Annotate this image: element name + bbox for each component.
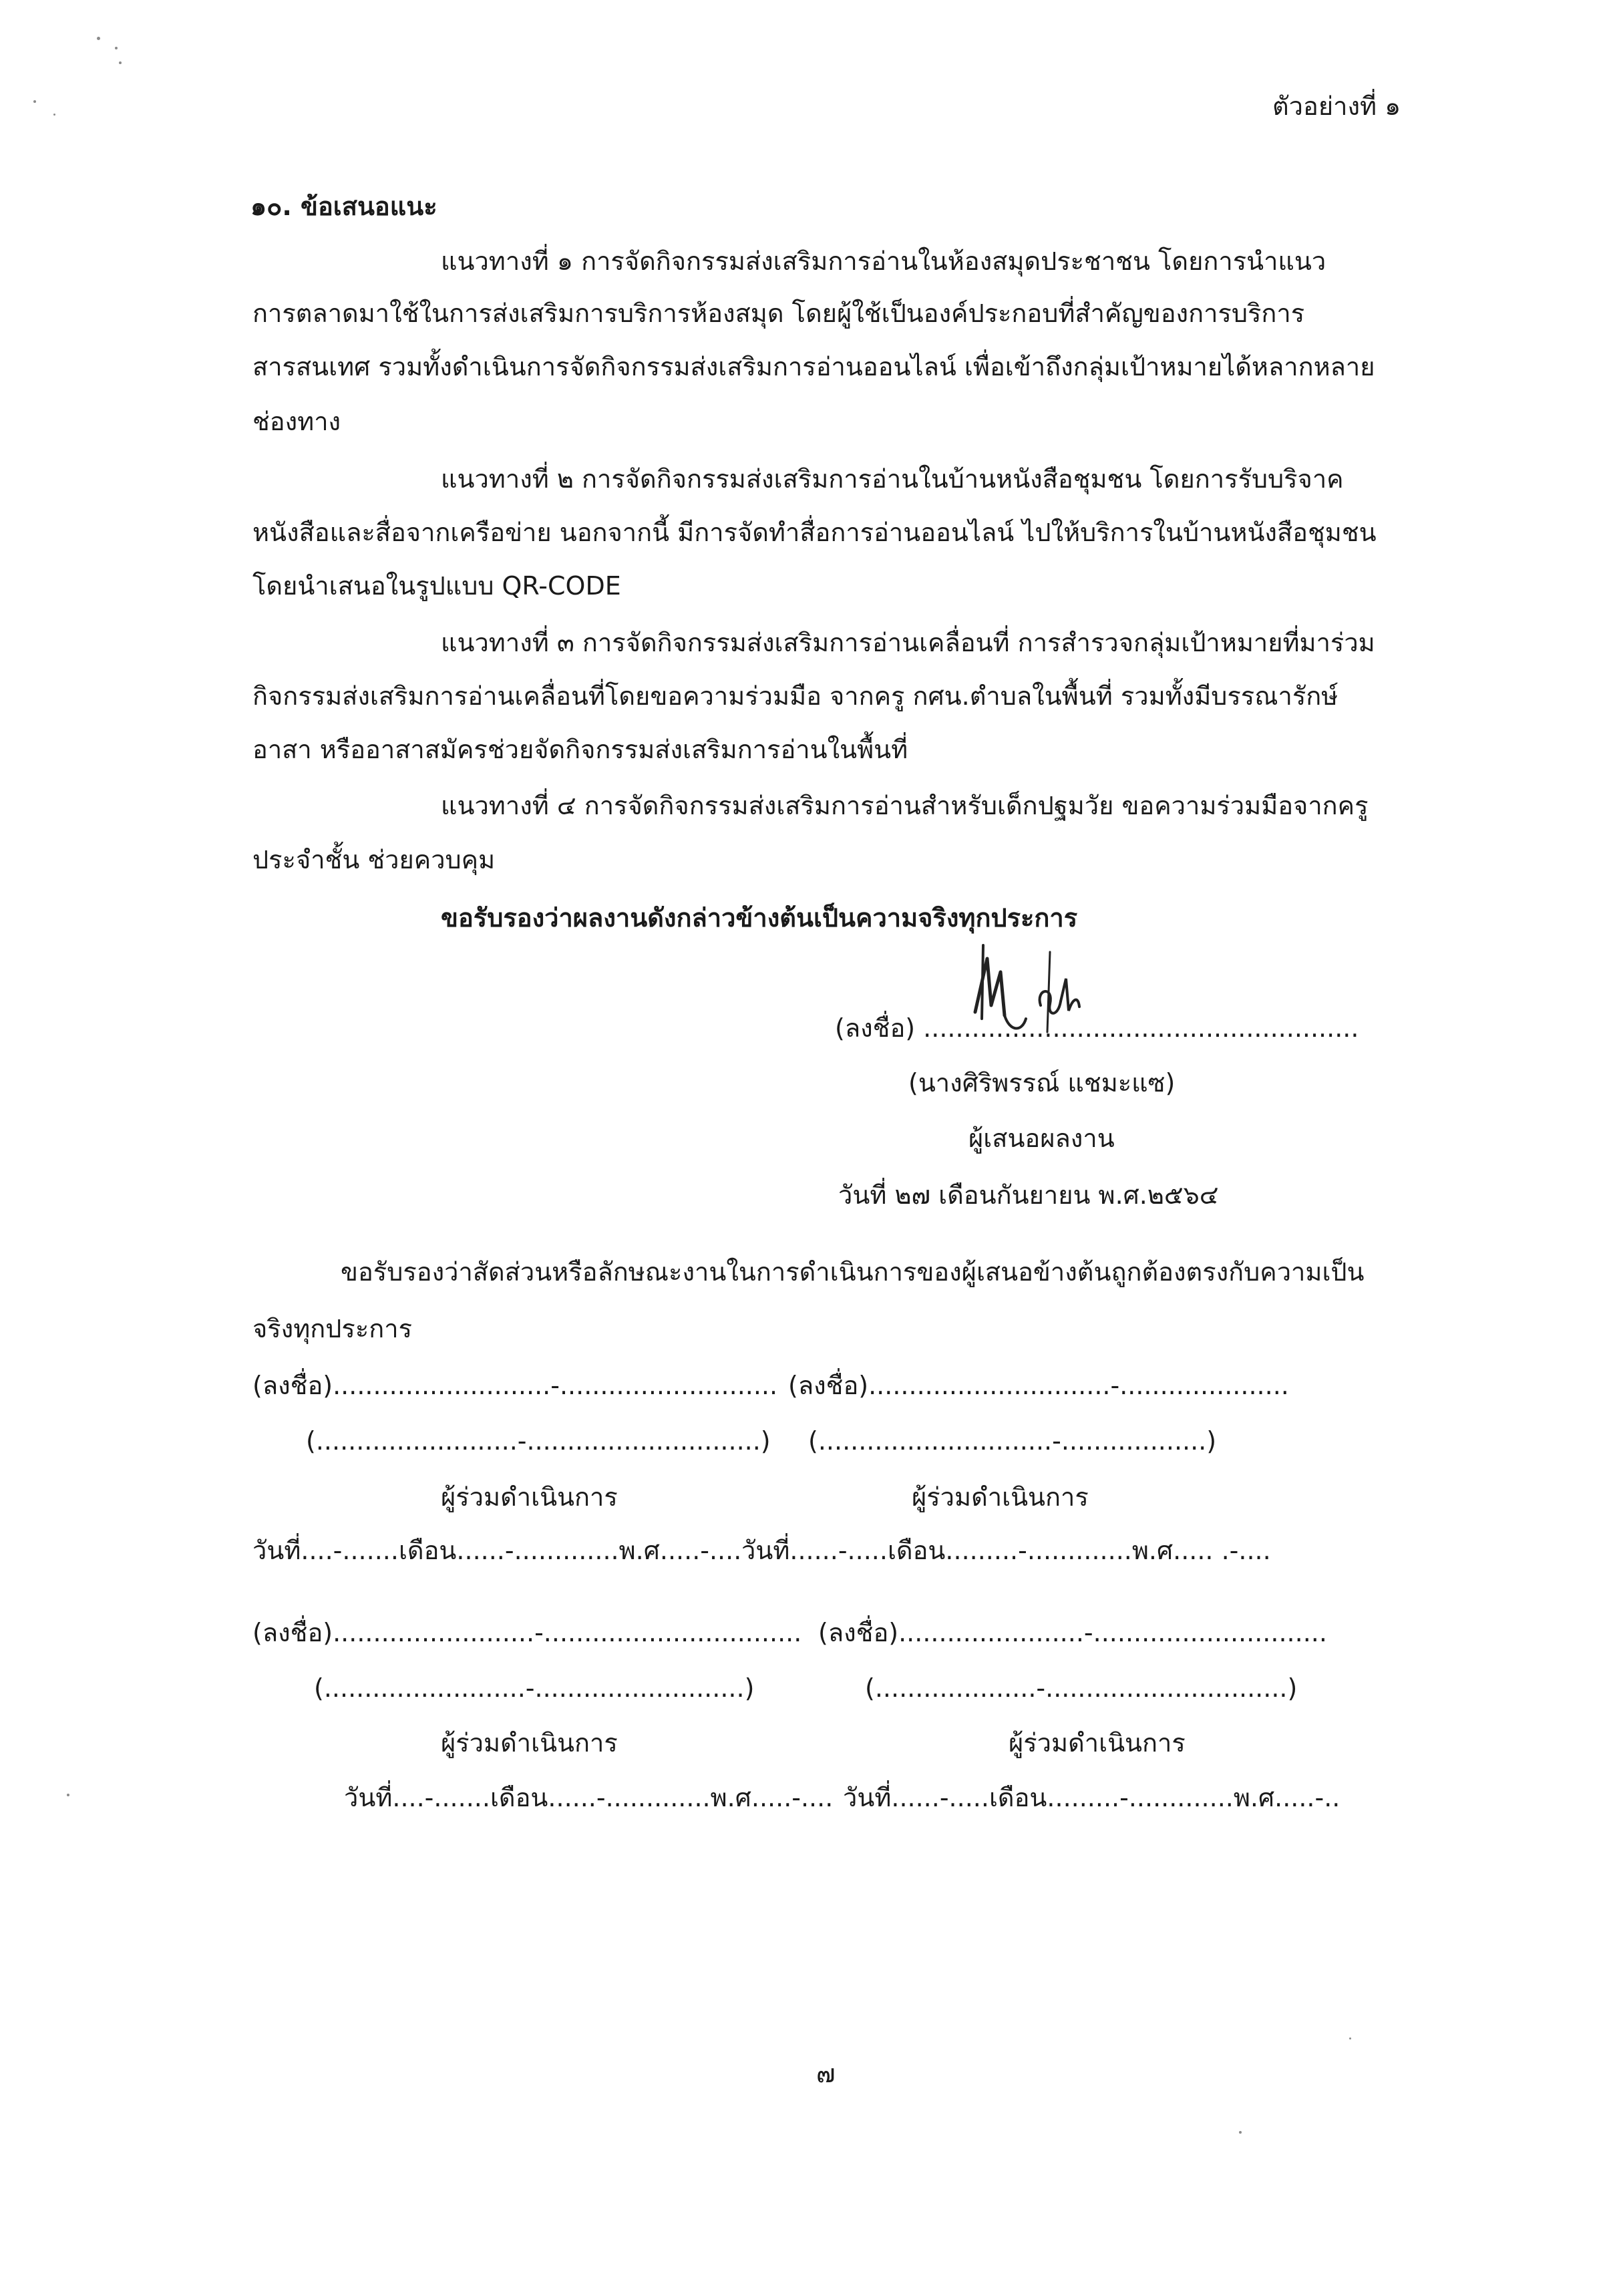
presenter-date: วันที่ ๒๗ เดือนกันยายน พ.ศ.๒๕๖๔ xyxy=(838,1180,1219,1210)
coworker-sign-line: (ลงชื่อ).......................-............................. xyxy=(818,1618,1327,1647)
joint-statement-line: ขอรับรองว่าสัดส่วนหรือลักษณะงานในการดำเนินการของผู้เสนอข้างต้นถูกต้องตรงกับความเป็น xyxy=(341,1257,1365,1287)
body-line: ประจำชั้น ช่วยควบคุม xyxy=(252,845,496,874)
coworker-date-line: วันที่......-.....เดือน.........-.............พ.ศ..... .-.... xyxy=(741,1536,1271,1565)
coworker-date-line: วันที่......-.....เดือน.........-.............พ.ศ.....-.. xyxy=(843,1783,1340,1812)
coworker-date-line: วันที่....-.......เดือน......-.............พ.ศ.....-.... xyxy=(252,1536,742,1565)
body-line: แนวทางที่ ๓ การจัดกิจกรรมส่งเสริมการอ่านเคลื่อนที่ การสำรวจกลุ่มเป้าหมายที่มาร่วม xyxy=(441,628,1375,657)
coworker-name-line: (....................-..............................) xyxy=(865,1673,1298,1703)
body-line: โดยนำเสนอในรูปแบบ QR-CODE xyxy=(252,571,621,601)
body-line: การตลาดมาใช้ในการส่งเสริมการบริการห้องสมุด โดยผู้ใช้เป็นองค์ประกอบที่สำคัญของการบริการ xyxy=(252,299,1305,328)
joint-statement-line: จริงทุกประการ xyxy=(252,1314,412,1343)
section-heading: ๑๐. ข้อเสนอแนะ xyxy=(250,192,437,221)
page-number: ๗ xyxy=(816,2059,836,2088)
scan-speck xyxy=(115,47,118,49)
body-line: แนวทางที่ ๑ การจัดกิจกรรมส่งเสริมการอ่านในห้องสมุดประชาชน โดยการนำแนว xyxy=(441,247,1326,276)
coworker-sign-line: (ลงชื่อ)..............................-..................... xyxy=(788,1371,1289,1400)
coworker-role: ผู้ร่วมดำเนินการ xyxy=(441,1728,618,1758)
body-line: แนวทางที่ ๒ การจัดกิจกรรมส่งเสริมการอ่านในบ้านหนังสือชุมชน โดยการรับบริจาค xyxy=(441,464,1344,494)
scan-speck xyxy=(1349,2037,1351,2039)
scan-speck xyxy=(33,100,36,103)
body-line: กิจกรรมส่งเสริมการอ่านเคลื่อนที่โดยขอความร่วมมือ จากครู กศน.ตำบลในพื้นที่ รวมทั้งมีบรรณารักษ์ xyxy=(252,681,1338,711)
coworker-role: ผู้ร่วมดำเนินการ xyxy=(1009,1728,1186,1758)
coworker-name-line: (.........................-.............................) xyxy=(306,1426,771,1456)
coworker-date-line: วันที่....-.......เดือน......-.............พ.ศ.....-.... xyxy=(344,1783,834,1812)
body-line: สารสนเทศ รวมทั้งดำเนินการจัดกิจกรรมส่งเสริมการอ่านออนไลน์ เพื่อเข้าถึงกลุ่มเป้าหมายได้หลากหลาย xyxy=(252,352,1375,381)
scan-speck xyxy=(1239,2131,1242,2134)
body-line: หนังสือและสื่อจากเครือข่าย นอกจากนี้ มีการจัดทำสื่อการอ่านออนไลน์ ไปให้บริการในบ้านหนังสือชุมชน xyxy=(252,518,1377,547)
scan-speck xyxy=(97,37,100,40)
body-line: แนวทางที่ ๔ การจัดกิจกรรมส่งเสริมการอ่านสำหรับเด็กปฐมวัย ขอความร่วมมือจากครู xyxy=(441,791,1369,820)
certification-heading: ขอรับรองว่าผลงานดังกล่าวข้างต้นเป็นความจริงทุกประการ xyxy=(441,903,1078,933)
coworker-sign-line: (ลงชื่อ).........................-................................ xyxy=(252,1618,802,1647)
scan-speck xyxy=(119,61,122,64)
presenter-sign-line: (ลงชื่อ) ...................................................... xyxy=(835,1013,1359,1043)
scan-speck xyxy=(53,114,55,116)
body-line: ช่องทาง xyxy=(252,407,341,436)
body-line: อาสา หรืออาสาสมัครช่วยจัดกิจกรรมส่งเสริมการอ่านในพื้นที่ xyxy=(252,735,908,764)
coworker-role: ผู้ร่วมดำเนินการ xyxy=(912,1482,1089,1512)
presenter-role: ผู้เสนอผลงาน xyxy=(968,1124,1115,1153)
coworker-name-line: (.........................-..........................) xyxy=(314,1673,755,1703)
sample-label: ตัวอย่างที่ ๑ xyxy=(1272,92,1401,121)
coworker-role: ผู้ร่วมดำเนินการ xyxy=(441,1482,618,1512)
scan-speck xyxy=(67,1794,69,1796)
coworker-name-line: (.............................-..................) xyxy=(808,1426,1217,1456)
coworker-sign-line: (ลงชื่อ)...........................-........................... xyxy=(252,1371,778,1400)
presenter-name: (นางศิริพรรณ์ แชมะแซ) xyxy=(908,1068,1176,1098)
